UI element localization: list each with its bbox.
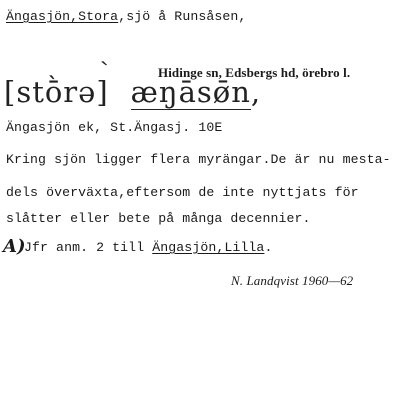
note-text: Jfr anm. 2 till [24,240,153,255]
phonetic-second: æŋāsø̄n [130,75,251,109]
phonetic-end: , [250,75,262,109]
body-line: dels överväxta,eftersom de inte nyttjats för [6,185,359,200]
note-line [24,240,272,256]
body-line: slåtter eller bete på många decennier. [6,211,311,226]
signature: N. Landqvist 1960—62 [231,273,354,288]
accent-mark: ` [98,57,116,87]
place-description: ,sjö å Runsåsen, [118,9,247,24]
location-stamp: Hidinge sn, Edsbergs hd, örebro l. [158,65,351,80]
heading-line [6,9,246,25]
note-marker: A) [3,236,26,257]
phonetic-transcription [4,74,261,110]
note-reference: Ängasjön,Lilla [152,240,265,255]
place-name: Ängasjön,Stora [6,9,119,24]
body-line: Kring sjön ligger flera myrängar.De är nu mesta- [6,152,391,167]
map-reference: Ängasjön ek, St.Ängasj. 10E [6,120,223,135]
note-end: . [264,240,273,255]
phonetic-first: [stṑrə] [4,75,109,109]
